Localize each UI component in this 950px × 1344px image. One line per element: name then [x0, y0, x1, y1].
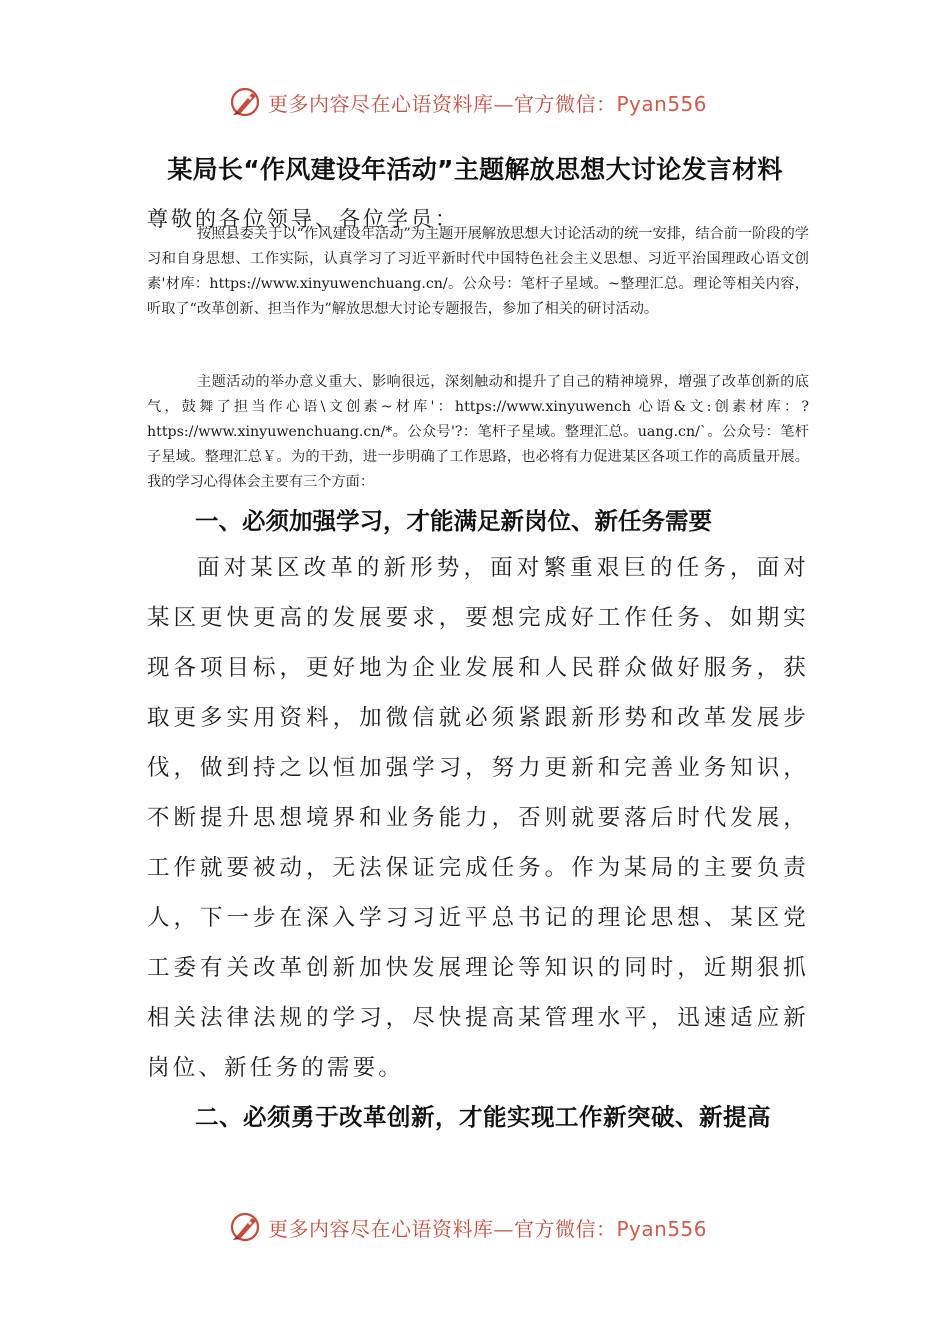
section-heading-2: 二、必须勇于改革创新，才能实现工作新突破、新提高 [195, 1103, 771, 1131]
banner-text: 更多内容尽在心语资料库—官方微信：Pyan556 [268, 1216, 708, 1241]
pen-nib-logo-icon [228, 1209, 264, 1245]
pen-nib-logo-icon [228, 84, 264, 120]
body-paragraph-2: 主题活动的举办意义重大、影响很远，深刻触动和提升了自己的精神境界，增强了改革创新的底气，鼓舞了担当作心语\文创素~材库'：https://www.xinyuwench 心语&文:创素材库：?https://www.xinyuwenchuang.cn/*。公众号'?：笔杆子星域。整理汇总。uang.cn/`。公众号：笔杆子星域。整理汇总￥。为的干劲，进一步明确了工作思路，也必将有力促进某区各项工作的高质量开展。我的学习心得体会主要有三个方面： [147, 374, 809, 490]
document-title: 某局长“作风建设年活动”主题解放思想大讨论发言材料 [167, 155, 783, 184]
banner-wechat-id: Pyan556 [616, 91, 708, 116]
footer-watermark-banner [228, 1207, 748, 1247]
body-paragraph-3: 面对某区改革的新形势，面对繁重艰巨的任务，面对某区更快更高的发展要求，要想完成好工作任务、如期实现各项目标，更好地为企业发展和人民群众做好服务，获取更多实用资料，加微信就必须紧跟新形势和改革发展步伐，做到持之以恒加强学习，努力更新和完善业务知识，不断提升思想境界和业务能力，否则就要落后时代发展，工作就要被动，无法保证完成任务。作为某局的主要负责人，下一步在深入学习习近平总书记的理论思想、某区党工委有关改革创新加快发展理论等知识的同时，近期狠抓相关法律法规的学习，尽快提高某管理水平，迅速适应新岗位、新任务的需要。 [147, 555, 809, 1081]
banner-text: 更多内容尽在心语资料库—官方微信：Pyan556 [268, 91, 708, 116]
banner-wechat-id: Pyan556 [616, 1216, 708, 1241]
section-heading-1: 一、必须加强学习，才能满足新岗位、新任务需要 [195, 507, 712, 535]
body-paragraph-1: 按照县委关于以“作风建设年活动”为主题开展解放思想大讨论活动的统一安排，结合前一阶段的学习和自身思想、工作实际，认真学习了习近平新时代中国特色社会主义思想、习近平治国理政心语文创素'材库：https://www.xinyuwenchuang.cn/。公众号：笔杆子星域。~整理汇总。理论等相关内容，听取了“改革创新、担当作为”解放思想大讨论专题报告，参加了相关的研讨活动。 [147, 226, 809, 317]
header-watermark-banner [228, 82, 748, 122]
salutation: 尊敬的各位领导、各位学员： [147, 207, 459, 231]
